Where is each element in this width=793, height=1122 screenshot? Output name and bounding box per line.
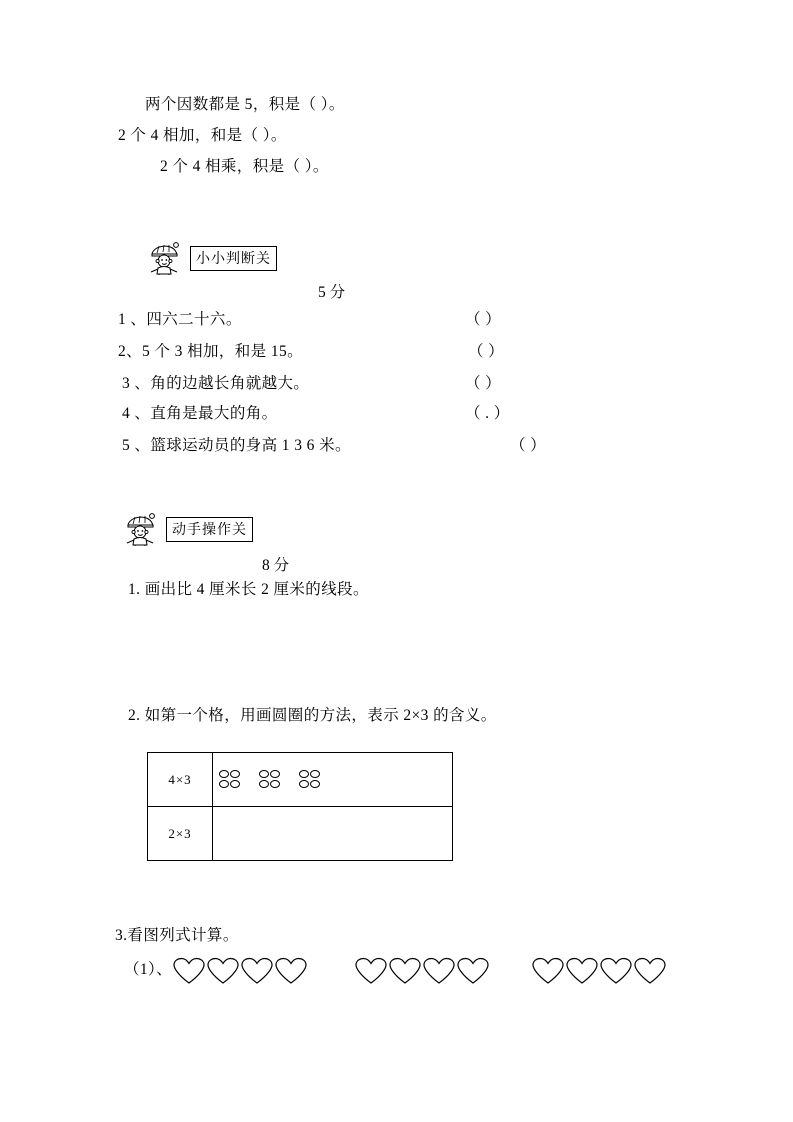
circle-icon bbox=[259, 770, 269, 778]
circle-group bbox=[259, 770, 281, 790]
table-row-label-2: 2×3 bbox=[148, 807, 213, 861]
heart-icon bbox=[422, 957, 456, 985]
circle-row bbox=[299, 780, 321, 788]
circle-icon bbox=[219, 770, 229, 778]
circle-row bbox=[259, 770, 281, 778]
heart-icon bbox=[388, 957, 422, 985]
fill-line-2: 2 个 4 相加，和是（ ）。 bbox=[118, 127, 287, 144]
circle-row bbox=[219, 780, 241, 788]
circle-icon bbox=[270, 780, 280, 788]
heart-icon bbox=[354, 957, 388, 985]
section-badge-label-handson: 动手操作关 bbox=[166, 517, 253, 542]
heart-icon bbox=[240, 957, 274, 985]
circle-group bbox=[219, 770, 241, 790]
table-row bbox=[148, 753, 453, 807]
table-row-drawing-2[interactable] bbox=[213, 807, 453, 861]
table-row bbox=[148, 807, 453, 861]
circle-row bbox=[259, 780, 281, 788]
judgement-item-2: 2、5 个 3 相加，和是 15。 bbox=[118, 343, 304, 360]
circle-icon bbox=[230, 780, 240, 788]
judgement-item-3: 3 、角的边越长角就越大。 bbox=[122, 375, 310, 392]
handson-question-2: 2. 如第一个格，用画圆圈的方法，表示 2×3 的含义。 bbox=[128, 707, 497, 724]
heart-icon bbox=[633, 957, 667, 985]
judgement-item-4: 4 、直角是最大的角。 bbox=[122, 405, 278, 422]
heart-group-3 bbox=[531, 957, 667, 985]
circle-icon bbox=[219, 780, 229, 788]
multiplication-circle-table bbox=[147, 752, 453, 861]
heart-icon bbox=[274, 957, 308, 985]
judgement-item-5: 5 、篮球运动员的身高 1 3 6 米。 bbox=[122, 437, 351, 454]
judgement-answer-2[interactable]: （ ） bbox=[468, 343, 505, 360]
section-badge-handson bbox=[118, 512, 253, 546]
heart-group-2 bbox=[354, 957, 490, 985]
handson-question-1: 1. 画出比 4 厘米长 2 厘米的线段。 bbox=[128, 581, 369, 598]
handson-question-3-sub: （1）、 bbox=[124, 961, 173, 978]
table-row-label-1: 4×3 bbox=[148, 753, 213, 807]
section3-points: 8 分 bbox=[262, 557, 290, 574]
judgement-answer-4[interactable]: （ . ） bbox=[465, 405, 510, 422]
section-badge-judgement bbox=[142, 241, 277, 275]
circle-row bbox=[219, 770, 241, 778]
circle-group bbox=[299, 770, 321, 790]
elf-cartoon-icon bbox=[142, 241, 188, 275]
judgement-answer-3[interactable]: （ ） bbox=[465, 375, 502, 392]
heart-icon bbox=[565, 957, 599, 985]
circle-row bbox=[299, 770, 321, 778]
circle-icon bbox=[299, 780, 309, 788]
heart-icon bbox=[456, 957, 490, 985]
heart-icon bbox=[172, 957, 206, 985]
section-badge-label-judgement: 小小判断关 bbox=[190, 246, 277, 271]
section2-points: 5 分 bbox=[318, 284, 346, 301]
judgement-answer-1[interactable]: （ ） bbox=[465, 311, 502, 328]
heart-group-1 bbox=[172, 957, 308, 985]
heart-icon bbox=[531, 957, 565, 985]
circle-icon bbox=[230, 770, 240, 778]
elf-cartoon-icon bbox=[118, 512, 164, 546]
heart-icon bbox=[206, 957, 240, 985]
fill-line-1: 两个因数都是 5，积是（ ）。 bbox=[145, 96, 345, 113]
judgement-answer-5[interactable]: （ ） bbox=[510, 437, 547, 454]
circle-icon bbox=[310, 770, 320, 778]
judgement-item-1: 1 、四六二十六。 bbox=[118, 311, 242, 328]
circle-icon bbox=[299, 770, 309, 778]
circle-icon bbox=[259, 780, 269, 788]
table-row-drawing-1 bbox=[213, 753, 453, 807]
circle-icon bbox=[310, 780, 320, 788]
fill-line-3: 2 个 4 相乘，积是（ ）。 bbox=[160, 158, 329, 175]
circle-icon bbox=[270, 770, 280, 778]
handson-question-3: 3.看图列式计算。 bbox=[115, 927, 239, 944]
heart-icon bbox=[599, 957, 633, 985]
